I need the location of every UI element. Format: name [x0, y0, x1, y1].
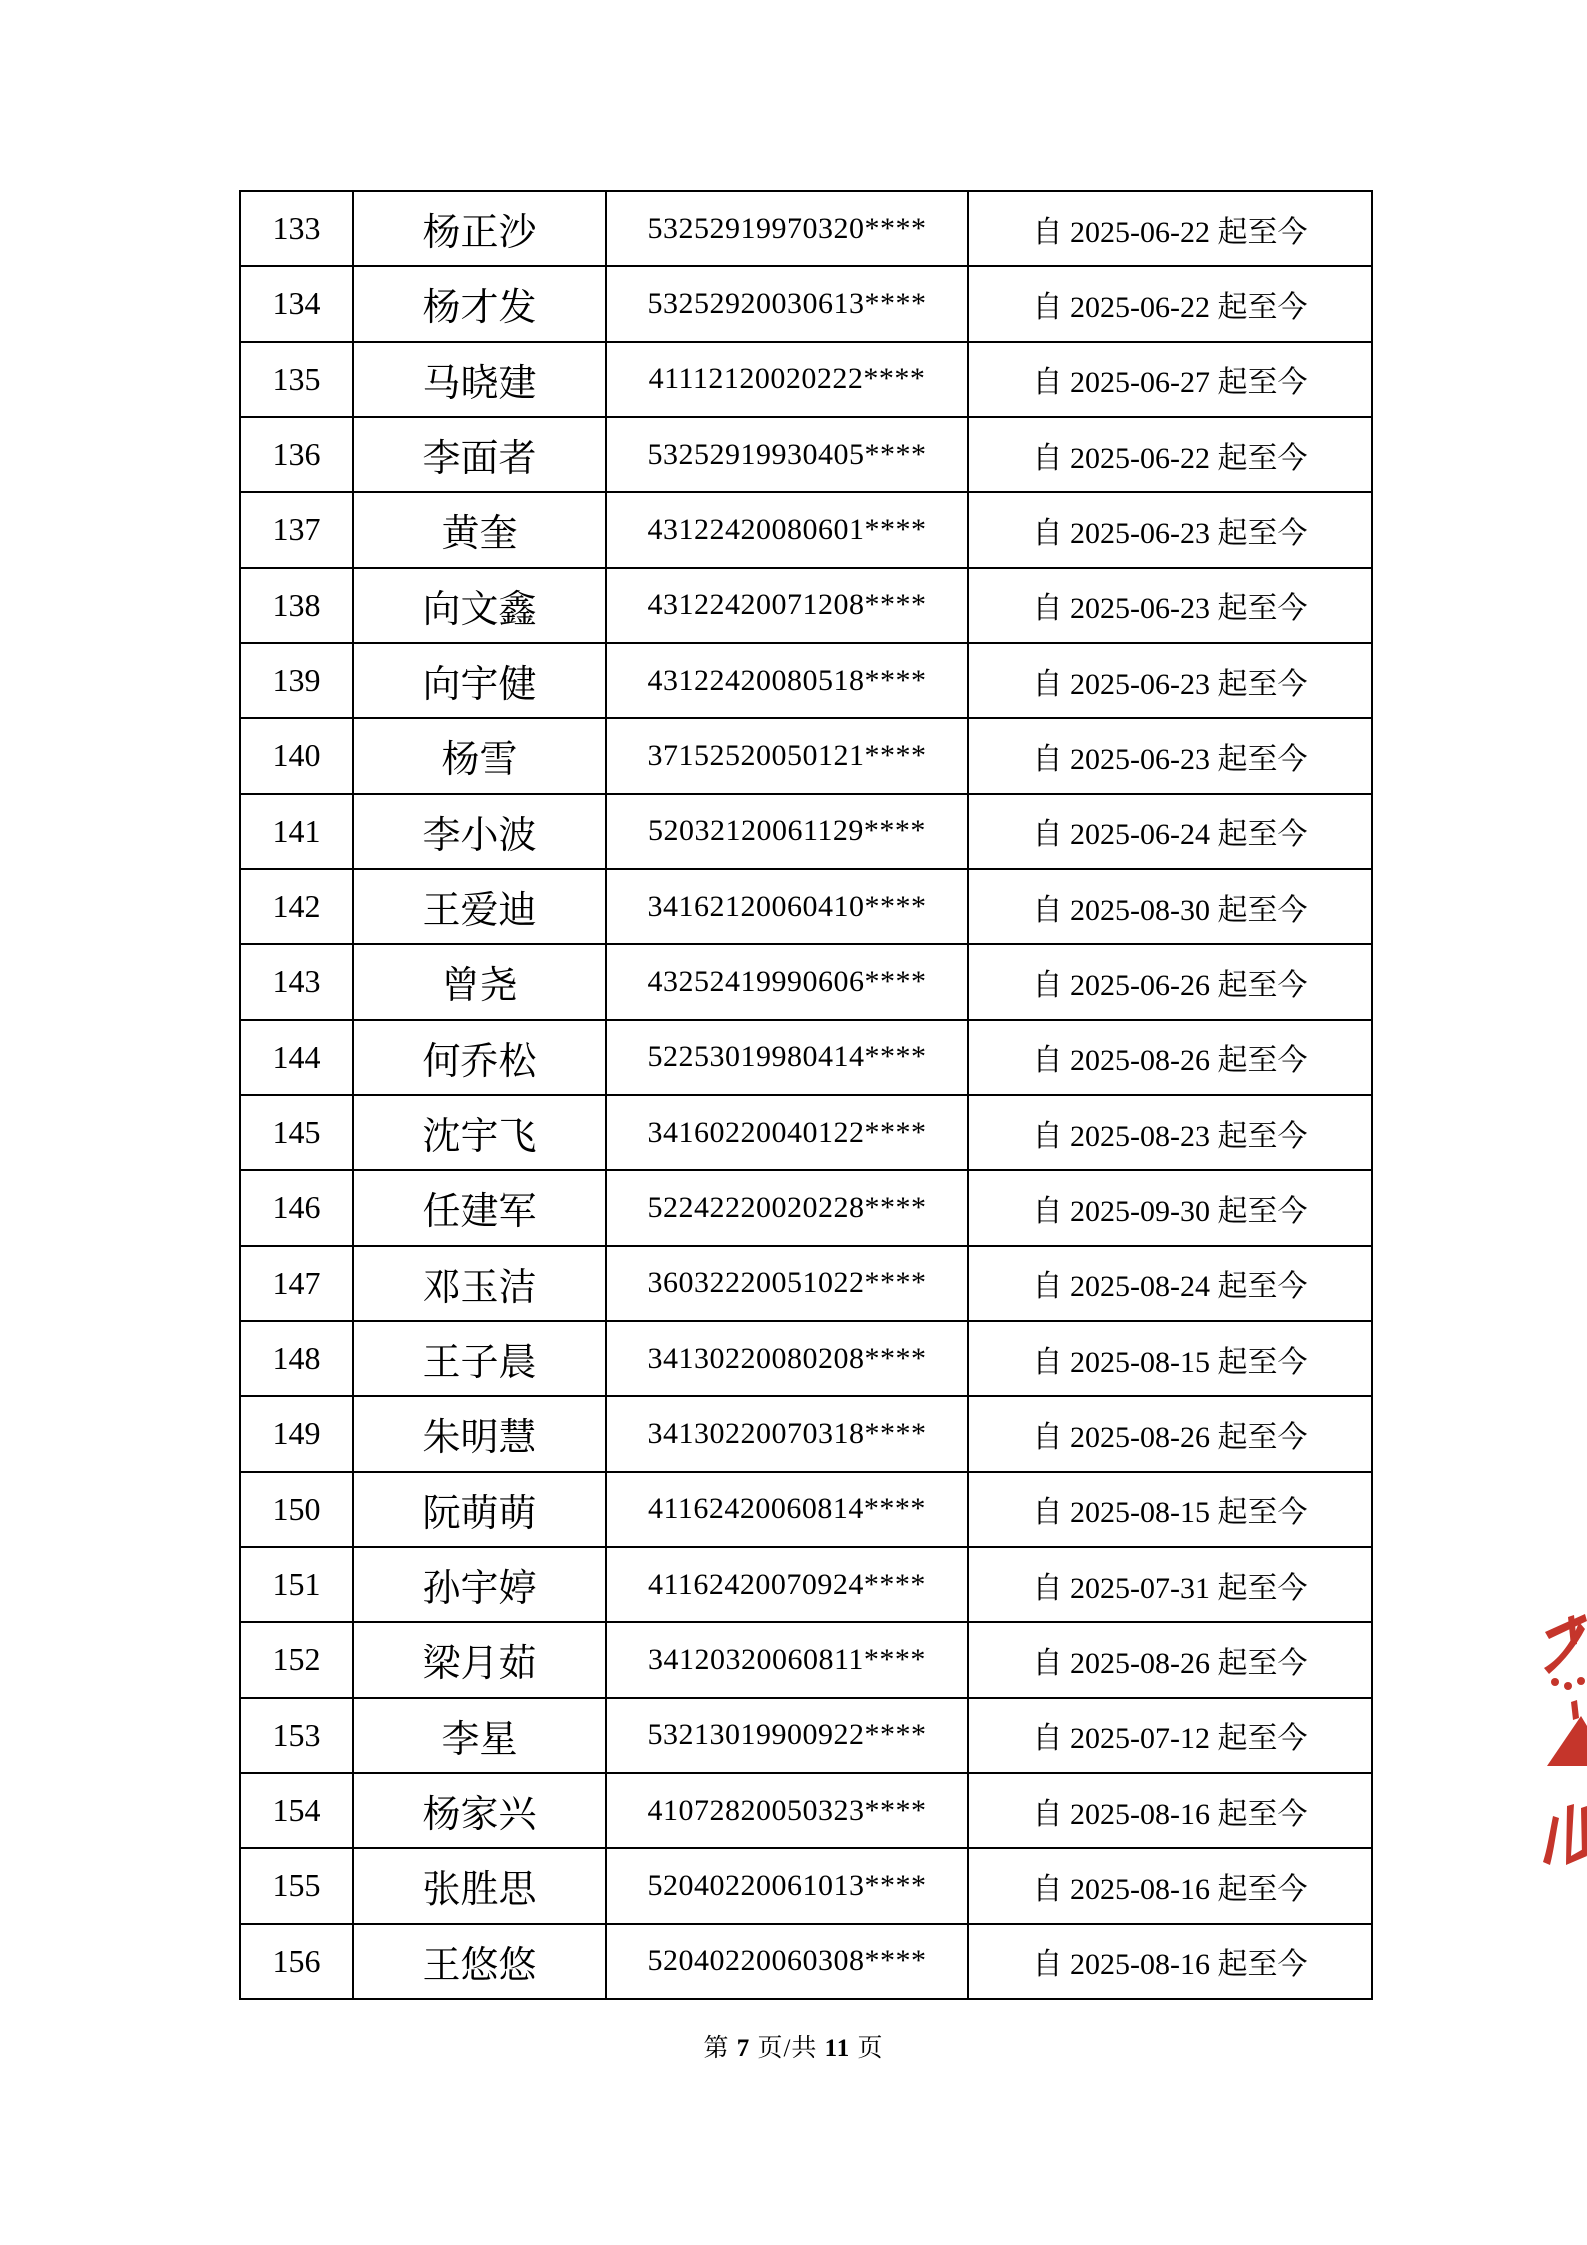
- table-row: [240, 643, 1372, 718]
- table-row: [240, 417, 1372, 492]
- validity-period-cell: 自 2025-08-23 起至今: [968, 1095, 1372, 1170]
- table-row: [240, 568, 1372, 643]
- name-cell: 王子晨: [353, 1321, 606, 1396]
- id-number-cell: 43122420080518****: [606, 643, 968, 718]
- validity-period-cell: 自 2025-06-26 起至今: [968, 944, 1372, 1019]
- row-number-cell: 151: [240, 1547, 353, 1622]
- row-number-cell: 138: [240, 568, 353, 643]
- row-number-cell: 150: [240, 1472, 353, 1547]
- footer-total-pages: 11: [824, 2035, 851, 2062]
- name-cell: 阮萌萌: [353, 1472, 606, 1547]
- name-cell: 沈宇飞: [353, 1095, 606, 1170]
- row-number-cell: 135: [240, 342, 353, 417]
- id-number-cell: 41112120020222****: [606, 342, 968, 417]
- validity-period-cell: 自 2025-08-16 起至今: [968, 1924, 1372, 1999]
- table-row: [240, 266, 1372, 341]
- name-cell: 王悠悠: [353, 1924, 606, 1999]
- validity-period-cell: 自 2025-08-30 起至今: [968, 869, 1372, 944]
- id-number-cell: 34160220040122****: [606, 1095, 968, 1170]
- name-cell: 马晓建: [353, 342, 606, 417]
- row-number-cell: 148: [240, 1321, 353, 1396]
- id-number-cell: 41162420070924****: [606, 1547, 968, 1622]
- row-number-cell: 142: [240, 869, 353, 944]
- validity-period-cell: 自 2025-06-22 起至今: [968, 266, 1372, 341]
- validity-period-cell: 自 2025-07-12 起至今: [968, 1698, 1372, 1773]
- table-row: [240, 342, 1372, 417]
- name-cell: 邓玉洁: [353, 1246, 606, 1321]
- footer-middle: 页/共: [750, 2035, 825, 2062]
- name-cell: 向文鑫: [353, 568, 606, 643]
- table-row: [240, 1472, 1372, 1547]
- id-number-cell: 53213019900922****: [606, 1698, 968, 1773]
- table-row: [240, 944, 1372, 1019]
- id-number-cell: 34120320060811****: [606, 1622, 968, 1697]
- name-cell: 任建军: [353, 1170, 606, 1245]
- id-number-cell: 41072820050323****: [606, 1773, 968, 1848]
- table-row: [240, 718, 1372, 793]
- validity-period-cell: 自 2025-06-23 起至今: [968, 568, 1372, 643]
- name-cell: 梁月茹: [353, 1622, 606, 1697]
- row-number-cell: 144: [240, 1020, 353, 1095]
- table-row: [240, 1170, 1372, 1245]
- table-row: [240, 1924, 1372, 1999]
- validity-period-cell: 自 2025-08-24 起至今: [968, 1246, 1372, 1321]
- table-row: [240, 1848, 1372, 1923]
- name-cell: 孙宇婷: [353, 1547, 606, 1622]
- page-footer: [0, 2028, 1587, 2064]
- table-row: [240, 1321, 1372, 1396]
- validity-period-cell: 自 2025-08-16 起至今: [968, 1848, 1372, 1923]
- row-number-cell: 149: [240, 1396, 353, 1471]
- row-number-cell: 136: [240, 417, 353, 492]
- name-cell: 杨正沙: [353, 191, 606, 266]
- id-number-cell: 34130220070318****: [606, 1396, 968, 1471]
- validity-period-cell: 自 2025-08-26 起至今: [968, 1396, 1372, 1471]
- id-number-cell: 52242220020228****: [606, 1170, 968, 1245]
- table-row: [240, 492, 1372, 567]
- table-row: [240, 1773, 1372, 1848]
- row-number-cell: 133: [240, 191, 353, 266]
- table-row: [240, 794, 1372, 869]
- row-number-cell: 140: [240, 718, 353, 793]
- validity-period-cell: 自 2025-08-16 起至今: [968, 1773, 1372, 1848]
- id-number-cell: 52040220060308****: [606, 1924, 968, 1999]
- row-number-cell: 147: [240, 1246, 353, 1321]
- validity-period-cell: 自 2025-06-23 起至今: [968, 492, 1372, 567]
- name-cell: 朱明慧: [353, 1396, 606, 1471]
- footer-prefix: 第: [703, 2035, 737, 2062]
- name-cell: 向宇健: [353, 643, 606, 718]
- row-number-cell: 154: [240, 1773, 353, 1848]
- roster-table: [239, 190, 1373, 2000]
- name-cell: 李星: [353, 1698, 606, 1773]
- validity-period-cell: 自 2025-06-22 起至今: [968, 191, 1372, 266]
- id-number-cell: 41162420060814****: [606, 1472, 968, 1547]
- row-number-cell: 134: [240, 266, 353, 341]
- name-cell: 曾尧: [353, 944, 606, 1019]
- table-row: [240, 1020, 1372, 1095]
- validity-period-cell: 自 2025-08-15 起至今: [968, 1472, 1372, 1547]
- red-signature-seal-icon: [1541, 1610, 1587, 1880]
- row-number-cell: 141: [240, 794, 353, 869]
- table-row: [240, 191, 1372, 266]
- id-number-cell: 52032120061129****: [606, 794, 968, 869]
- row-number-cell: 156: [240, 1924, 353, 1999]
- validity-period-cell: 自 2025-06-22 起至今: [968, 417, 1372, 492]
- name-cell: 杨才发: [353, 266, 606, 341]
- id-number-cell: 52253019980414****: [606, 1020, 968, 1095]
- validity-period-cell: 自 2025-06-27 起至今: [968, 342, 1372, 417]
- table-row: [240, 1547, 1372, 1622]
- row-number-cell: 145: [240, 1095, 353, 1170]
- footer-page-number: 7: [736, 2035, 751, 2062]
- name-cell: 何乔松: [353, 1020, 606, 1095]
- id-number-cell: 53252919970320****: [606, 191, 968, 266]
- row-number-cell: 139: [240, 643, 353, 718]
- validity-period-cell: 自 2025-06-24 起至今: [968, 794, 1372, 869]
- name-cell: 杨家兴: [353, 1773, 606, 1848]
- table-row: [240, 869, 1372, 944]
- validity-period-cell: 自 2025-06-23 起至今: [968, 643, 1372, 718]
- footer-suffix: 页: [850, 2035, 884, 2062]
- table-row: [240, 1622, 1372, 1697]
- row-number-cell: 137: [240, 492, 353, 567]
- roster-table-body: [240, 191, 1372, 1999]
- name-cell: 李小波: [353, 794, 606, 869]
- id-number-cell: 37152520050121****: [606, 718, 968, 793]
- id-number-cell: 34162120060410****: [606, 869, 968, 944]
- name-cell: 黄奎: [353, 492, 606, 567]
- table-row: [240, 1095, 1372, 1170]
- table-row: [240, 1698, 1372, 1773]
- row-number-cell: 146: [240, 1170, 353, 1245]
- id-number-cell: 34130220080208****: [606, 1321, 968, 1396]
- row-number-cell: 155: [240, 1848, 353, 1923]
- id-number-cell: 43122420071208****: [606, 568, 968, 643]
- name-cell: 杨雪: [353, 718, 606, 793]
- name-cell: 王爱迪: [353, 869, 606, 944]
- validity-period-cell: 自 2025-07-31 起至今: [968, 1547, 1372, 1622]
- validity-period-cell: 自 2025-09-30 起至今: [968, 1170, 1372, 1245]
- id-number-cell: 52040220061013****: [606, 1848, 968, 1923]
- id-number-cell: 36032220051022****: [606, 1246, 968, 1321]
- row-number-cell: 152: [240, 1622, 353, 1697]
- row-number-cell: 153: [240, 1698, 353, 1773]
- table-row: [240, 1396, 1372, 1471]
- row-number-cell: 143: [240, 944, 353, 1019]
- id-number-cell: 53252919930405****: [606, 417, 968, 492]
- name-cell: 李面者: [353, 417, 606, 492]
- validity-period-cell: 自 2025-08-26 起至今: [968, 1622, 1372, 1697]
- validity-period-cell: 自 2025-06-23 起至今: [968, 718, 1372, 793]
- table-row: [240, 1246, 1372, 1321]
- validity-period-cell: 自 2025-08-15 起至今: [968, 1321, 1372, 1396]
- id-number-cell: 43252419990606****: [606, 944, 968, 1019]
- id-number-cell: 53252920030613****: [606, 266, 968, 341]
- name-cell: 张胜思: [353, 1848, 606, 1923]
- id-number-cell: 43122420080601****: [606, 492, 968, 567]
- validity-period-cell: 自 2025-08-26 起至今: [968, 1020, 1372, 1095]
